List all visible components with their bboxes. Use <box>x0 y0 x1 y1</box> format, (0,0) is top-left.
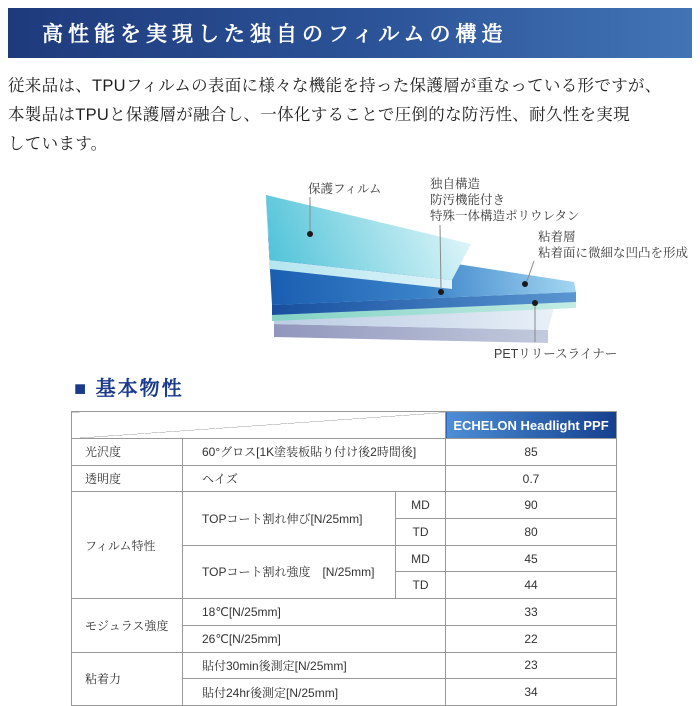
property-cell: ヘイズ <box>183 465 446 492</box>
dot-adhesive <box>522 281 528 287</box>
direction-cell: MD <box>396 545 446 572</box>
table-row <box>72 652 617 679</box>
dot-pet-liner <box>532 300 538 306</box>
basic-properties-table <box>71 411 617 706</box>
label-unique-structure-2: 防汚機能付き <box>430 193 506 207</box>
category-cell: 粘着力 <box>72 652 183 705</box>
value-cell: 33 <box>446 599 617 626</box>
label-adhesive-2: 粘着面に微細な凹凸を形成 <box>538 246 689 260</box>
value-cell: 44 <box>446 572 617 599</box>
label-unique-structure-1: 独自構造 <box>430 177 481 191</box>
category-cell: 光沢度 <box>72 439 183 466</box>
category-cell: フィルム特性 <box>72 492 183 599</box>
dot-protective-film <box>307 231 313 237</box>
intro-line: しています。 <box>8 135 108 153</box>
direction-cell: MD <box>396 492 446 519</box>
table-corner-cell <box>72 412 446 439</box>
category-cell: モジュラス強度 <box>72 599 183 652</box>
table-row <box>72 599 617 626</box>
property-cell: 貼付30min後測定[N/25mm] <box>183 652 446 679</box>
section-title-basic-properties: ■ 基本物性 <box>74 378 184 400</box>
intro-line: 本製品はTPUと保護層が融合し、一体化することで圧倒的な防汚性、耐久性を実現 <box>8 106 630 124</box>
table-row <box>72 465 617 492</box>
value-cell: 85 <box>446 439 617 466</box>
property-cell: 18℃[N/25mm] <box>183 599 446 626</box>
category-cell: 透明度 <box>72 465 183 492</box>
product-column-header: ECHELON Headlight PPF <box>446 412 617 439</box>
direction-cell: TD <box>396 572 446 599</box>
property-cell: 貼付24hr後測定[N/25mm] <box>183 679 446 706</box>
label-unique-structure-3: 特殊一体構造ポリウレタン <box>430 209 580 223</box>
header-banner <box>8 8 692 58</box>
value-cell: 45 <box>446 545 617 572</box>
value-cell: 34 <box>446 679 617 706</box>
value-cell: 90 <box>446 492 617 519</box>
table-row <box>72 439 617 466</box>
film-structure-diagram <box>0 170 700 375</box>
page-title: 高性能を実現した独自のフィルムの構造 <box>42 22 508 46</box>
value-cell: 22 <box>446 625 617 652</box>
property-cell: 60°グロス[1K塗装板貼り付け後2時間後] <box>183 439 446 466</box>
label-adhesive-1: 粘着層 <box>538 230 576 244</box>
direction-cell: TD <box>396 519 446 546</box>
label-pet-liner: PETリリースライナー <box>494 347 618 361</box>
table-header-row <box>72 412 617 439</box>
table-row <box>72 492 617 519</box>
intro-line: 従来品は、TPUフィルムの表面に様々な機能を持った保護層が重なっている形ですが、 <box>8 77 662 95</box>
property-cell: TOPコート割れ伸び[N/25mm] <box>183 492 396 545</box>
property-cell: 26℃[N/25mm] <box>183 625 446 652</box>
value-cell: 23 <box>446 652 617 679</box>
label-protective-film: 保護フィルム <box>308 182 382 196</box>
dot-unique-structure <box>438 289 444 295</box>
property-cell: TOPコート割れ強度 [N/25mm] <box>183 545 396 598</box>
value-cell: 0.7 <box>446 465 617 492</box>
intro-paragraph <box>8 72 696 159</box>
value-cell: 80 <box>446 519 617 546</box>
